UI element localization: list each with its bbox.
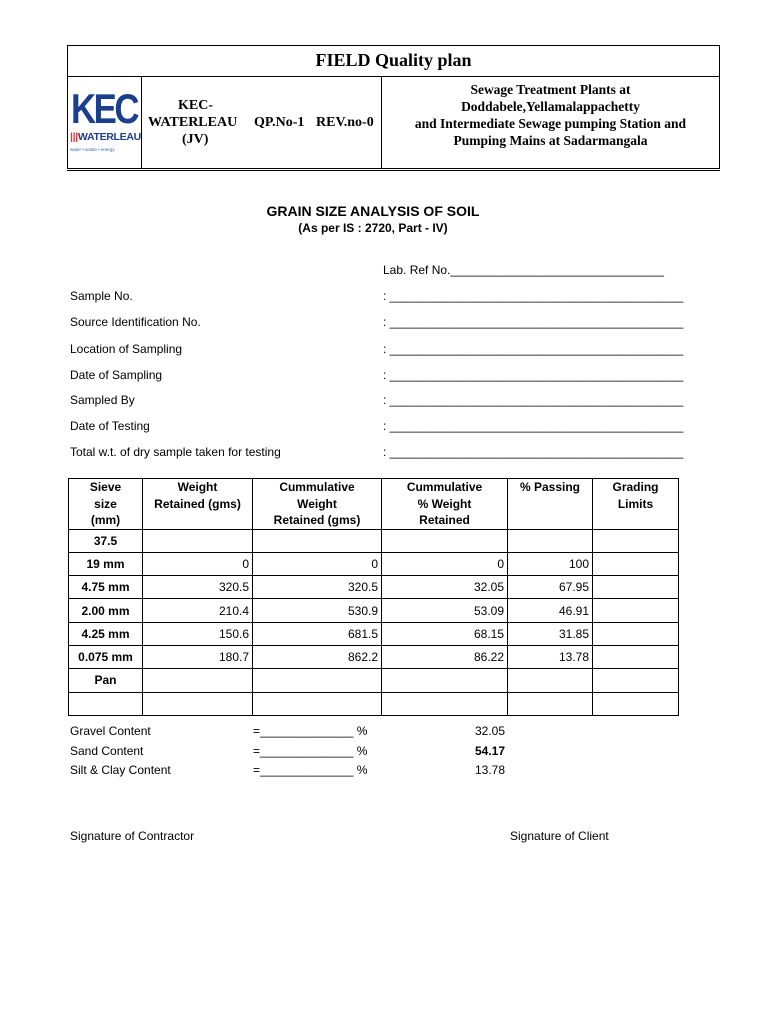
table-cell xyxy=(593,552,679,575)
logo-text: KEC xyxy=(71,85,140,132)
sieve-size-cell: 4.25 mm xyxy=(69,622,143,645)
field-blank: : ____________________________________________ xyxy=(383,289,684,303)
logo-sub: WATERLEAU xyxy=(77,131,141,143)
column-header: Sieve size (mm) xyxy=(69,479,143,530)
logo-tagline: water • waste • energy xyxy=(70,147,115,152)
kec-logo xyxy=(71,85,140,132)
table-cell xyxy=(143,529,253,552)
field-blank: : ____________________________________________ xyxy=(383,419,684,433)
table-cell xyxy=(508,529,593,552)
sieve-size-cell xyxy=(69,692,143,715)
project-description xyxy=(382,77,719,168)
project-line: Doddabele,Yellamalappachetty xyxy=(461,99,640,114)
table-row xyxy=(69,529,679,552)
project-line: Sewage Treatment Plants at xyxy=(470,82,631,97)
header-divider xyxy=(67,170,720,171)
table-cell: 46.91 xyxy=(508,599,593,622)
client-signature-label: Signature of Client xyxy=(510,829,609,843)
column-header: Cummulative Weight Retained (gms) xyxy=(253,479,382,530)
sieve-size-cell: 0.075 mm xyxy=(69,645,143,668)
silt-clay-content-value: 13.78 xyxy=(474,763,505,777)
table-cell xyxy=(593,599,679,622)
column-header: Grading Limits xyxy=(593,479,679,530)
document-type-title: FIELD Quality plan xyxy=(68,46,719,77)
table-cell xyxy=(253,669,382,692)
table-row xyxy=(69,669,679,692)
field-blank: : ____________________________________________ xyxy=(383,315,684,329)
summary-blank: =______________ % xyxy=(253,744,368,758)
document-title: GRAIN SIZE ANALYSIS OF SOIL xyxy=(266,203,480,219)
table-cell xyxy=(143,669,253,692)
company-cell xyxy=(142,77,382,168)
sieve-size-cell: 19 mm xyxy=(69,552,143,575)
sieve-size-cell: Pan xyxy=(69,669,143,692)
logo-cell xyxy=(68,77,142,168)
field-label: Sample No. xyxy=(70,289,133,303)
table-cell xyxy=(593,692,679,715)
table-cell xyxy=(382,669,508,692)
table-cell: 86.22 xyxy=(382,645,508,668)
table-cell: 67.95 xyxy=(508,576,593,599)
field-label: Location of Sampling xyxy=(70,342,183,356)
table-cell: 53.09 xyxy=(382,599,508,622)
table-cell: 13.78 xyxy=(508,645,593,668)
company-line2: WATERLEAU xyxy=(148,115,238,130)
summary-label: Silt & Clay Content xyxy=(70,763,171,777)
table-cell: 320.5 xyxy=(253,576,382,599)
table-cell xyxy=(593,669,679,692)
summary-blank: =______________ % xyxy=(253,763,368,777)
table-row xyxy=(69,622,679,645)
table-cell: 210.4 xyxy=(143,599,253,622)
table-cell: 31.85 xyxy=(508,622,593,645)
table-cell xyxy=(382,529,508,552)
project-line: Pumping Mains at Sadarmangala xyxy=(453,133,648,148)
table-cell: 320.5 xyxy=(143,576,253,599)
table-row xyxy=(69,645,679,668)
table-cell xyxy=(593,576,679,599)
field-label: Source Identification No. xyxy=(70,315,201,329)
table-cell xyxy=(508,669,593,692)
table-cell: 530.9 xyxy=(253,599,382,622)
sieve-size-cell: 2.00 mm xyxy=(69,599,143,622)
field-label: Date of Sampling xyxy=(70,368,163,382)
document-subtitle: (As per IS : 2720, Part - IV) xyxy=(298,221,448,235)
sieve-size-cell: 37.5 xyxy=(69,529,143,552)
qp-number: QP.No-1 xyxy=(254,115,305,130)
field-blank: : ____________________________________________ xyxy=(383,393,684,407)
table-cell: 0 xyxy=(253,552,382,575)
table-row xyxy=(69,552,679,575)
table-cell: 180.7 xyxy=(143,645,253,668)
company-line1: KEC- xyxy=(178,98,213,113)
lab-ref-field: Lab. Ref No.________________________________ xyxy=(383,263,664,277)
table-cell: 0 xyxy=(143,552,253,575)
table-header-row xyxy=(69,479,679,530)
field-blank: : ____________________________________________ xyxy=(383,445,684,459)
table-cell xyxy=(593,529,679,552)
table-cell: 150.6 xyxy=(143,622,253,645)
table-cell: 100 xyxy=(508,552,593,575)
table-cell xyxy=(593,645,679,668)
table-cell xyxy=(143,692,253,715)
summary-label: Sand Content xyxy=(70,744,144,758)
table-cell xyxy=(253,529,382,552)
header-block xyxy=(67,45,720,169)
field-blank: : ____________________________________________ xyxy=(383,368,684,382)
table-cell xyxy=(253,692,382,715)
table-row xyxy=(69,576,679,599)
sieve-size-cell: 4.75 mm xyxy=(69,576,143,599)
table-cell xyxy=(382,692,508,715)
revision-number: REV.no-0 xyxy=(316,115,374,130)
column-header: % Passing xyxy=(508,479,593,530)
table-cell: 0 xyxy=(382,552,508,575)
table-cell xyxy=(593,622,679,645)
table-cell xyxy=(508,692,593,715)
field-label: Date of Testing xyxy=(70,419,150,433)
waterleau-logo: |||WATERLEAU xyxy=(70,131,141,143)
company-line3: (JV) xyxy=(182,132,209,147)
sand-content-value: 54.17 xyxy=(474,744,505,758)
sieve-analysis-table xyxy=(68,478,679,716)
table-row xyxy=(69,692,679,715)
project-line: and Intermediate Sewage pumping Station and xyxy=(414,116,687,131)
table-cell: 862.2 xyxy=(253,645,382,668)
table-row xyxy=(69,599,679,622)
table-cell: 681.5 xyxy=(253,622,382,645)
table-cell: 32.05 xyxy=(382,576,508,599)
gravel-content-value: 32.05 xyxy=(474,724,505,738)
field-blank: : ____________________________________________ xyxy=(383,342,684,356)
field-label: Sampled By xyxy=(70,393,135,407)
field-label: Total w.t. of dry sample taken for testing xyxy=(70,445,281,459)
table-cell: 68.15 xyxy=(382,622,508,645)
column-header: Cummulative % Weight Retained xyxy=(382,479,508,530)
column-header: Weight Retained (gms) xyxy=(143,479,253,530)
summary-blank: =______________ % xyxy=(253,724,368,738)
summary-label: Gravel Content xyxy=(70,724,151,738)
contractor-signature-label: Signature of Contractor xyxy=(70,829,195,843)
